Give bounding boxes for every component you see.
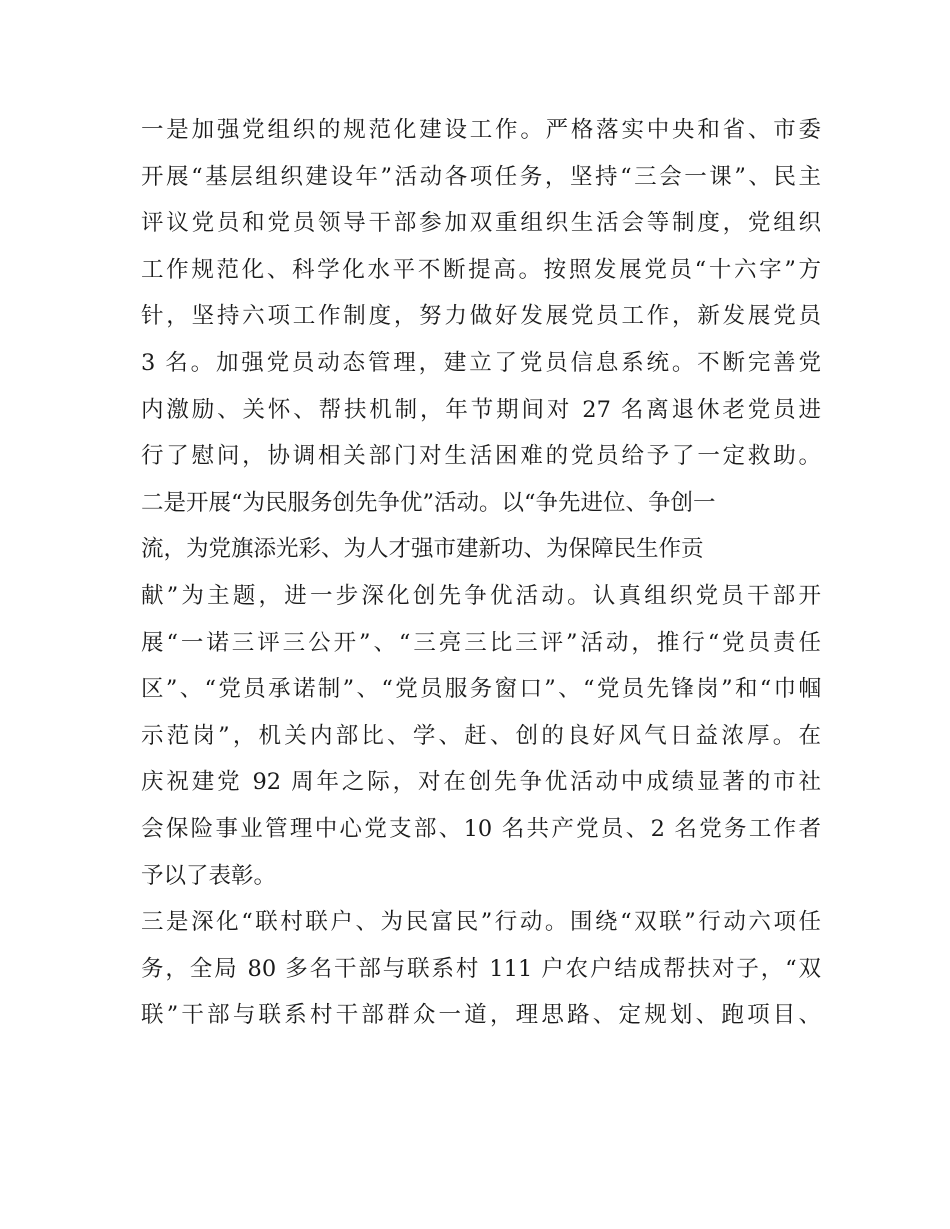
text-line: 开展“基层组织建设年”活动各项任务，坚持“三会一课”、民主 <box>141 163 821 190</box>
body-text <box>141 107 821 1039</box>
text-line: 区”、“党员承诺制”、“党员服务窗口”、“党员先锋岗”和“巾帼 <box>141 676 821 703</box>
text-line: 示范岗”，机关内部比、学、赶、创的良好风气日益浓厚。在 <box>141 722 821 749</box>
text-line: 联”干部与联系村干部群众一道，理思路、定规划、跑项目、 <box>141 1002 821 1029</box>
text-line: 流，为党旗添光彩、为人才强市建新功、为保障民生作贡 <box>141 536 704 563</box>
text-line: 内激励、关怀、帮扶机制，年节期间对 27 名离退休老党员进 <box>141 396 821 423</box>
text-line: 会保险事业管理中心党支部、10 名共产党员、2 名党务工作者 <box>141 815 821 842</box>
text-line: 行了慰问，协调相关部门对生活困难的党员给予了一定救助。 <box>141 443 821 470</box>
text-line: 献”为主题，进一步深化创先争优活动。认真组织党员干部开 <box>141 582 821 609</box>
text-line: 评议党员和党员领导干部参加双重组织生活会等制度，党组织 <box>141 210 821 237</box>
text-line: 二是开展“为民服务创先争优”活动。以“争先进位、争创一 <box>141 489 716 516</box>
text-line: 务，全局 80 多名干部与联系村 111 户农户结成帮扶对子，“双 <box>141 955 821 982</box>
text-line: 予以了表彰。 <box>141 862 277 889</box>
text-line: 工作规范化、科学化水平不断提高。按照发展党员“十六字”方 <box>141 256 821 283</box>
text-line: 一是加强党组织的规范化建设工作。严格落实中央和省、市委 <box>141 117 821 143</box>
text-line: 展“一诺三评三公开”、“三亮三比三评”活动，推行“党员责任 <box>141 629 821 656</box>
text-line: 3 名。加强党员动态管理，建立了党员信息系统。不断完善党 <box>141 349 821 376</box>
text-line: 三是深化“联村联户、为民富民”行动。围绕“双联”行动六项任 <box>141 909 821 936</box>
text-line: 庆祝建党 92 周年之际，对在创先争优活动中成绩显著的市社 <box>141 769 821 796</box>
text-line: 针，坚持六项工作制度，努力做好发展党员工作，新发展党员 <box>141 303 821 330</box>
